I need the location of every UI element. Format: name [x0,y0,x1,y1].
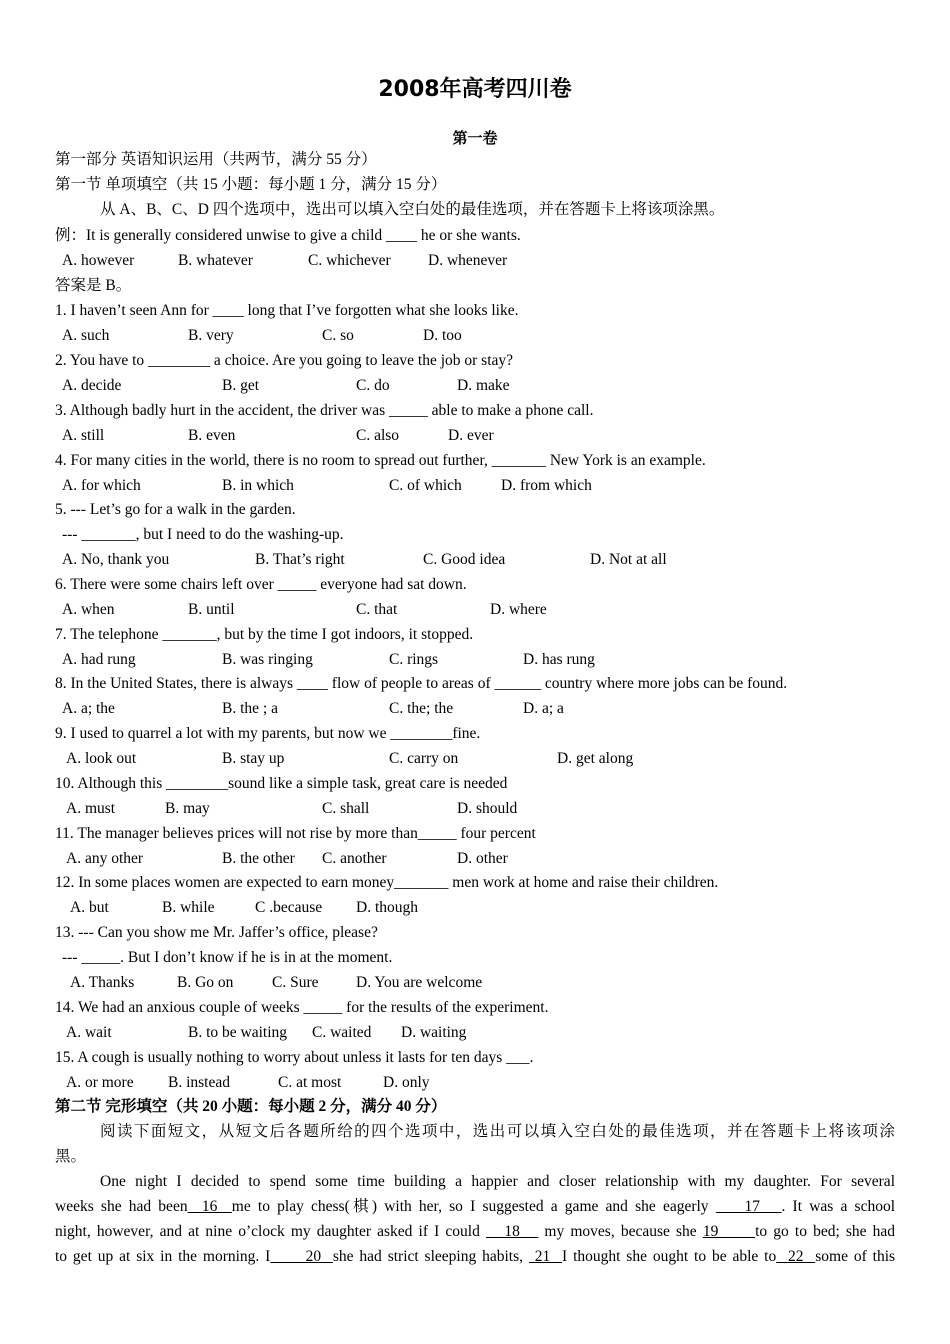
option: D. where [490,601,547,618]
question-stem: 15. A cough is usually nothing to worry about unless it lasts for ten days ___. [55,1049,534,1066]
option: A. No, thank you [62,551,170,568]
question-stem: 9. I used to quarrel a lot with my parents, but now we ________fine. [55,725,481,742]
passage-text: my moves, because she [544,1223,697,1240]
option: B. very [188,327,234,344]
option: B. the other [222,850,295,867]
option: A. must [66,800,116,817]
option: D. You are welcome [356,974,483,991]
passage-text: she had strict sleeping habits, [332,1248,523,1265]
question-stem: 8. In the United States, there is always ____ flow of people to areas of ______ country where more jobs can be found. [55,675,788,692]
instructions-continued: 黑。 [55,1148,87,1165]
option: A. when [62,601,115,618]
option: C. do [356,377,390,394]
blank-18: 18 [486,1223,539,1240]
option: D. from which [501,477,592,494]
passage-line [55,1197,895,1217]
passage-text: to get up at six in the morning. I [55,1248,271,1265]
option: B. in which [222,477,294,494]
question-stem: 10. Although this ________sound like a simple task, great care is needed [55,775,508,792]
option: D. Not at all [590,551,667,568]
question-stem: 12. In some places women are expected to earn money_______ men work at home and raise their children. [55,874,719,891]
option: D. a; a [523,700,564,717]
option: C. Sure [272,974,319,991]
option: C. another [322,850,387,867]
passage-line: One night I decided to spend some time building a happier and closer relationship with my daughter. For several [100,1173,895,1190]
volume-heading: 第一卷 [452,131,498,147]
question-stem: 13. --- Can you show me Mr. Jaffer’s office, please? [55,924,378,941]
question-stem: 14. We had an anxious couple of weeks _____ for the results of the experiment. [55,999,549,1016]
passage-text: . It was a school [781,1198,896,1215]
option: C. so [322,327,354,344]
question-stem: 2. You have to ________ a choice. Are you going to leave the job or stay? [55,352,514,369]
option: A. Thanks [70,974,135,991]
option: A. still [62,427,105,444]
option: B. the ; a [222,700,278,717]
option: B. may [165,800,210,817]
option: B. even [188,427,236,444]
option: B. instead [168,1074,230,1091]
option: A. wait [66,1024,112,1041]
question-stem: 6. There were some chairs left over _____ everyone had sat down. [55,576,467,593]
question-stem: 1. I haven’t seen Ann for ____ long that I’ve forgotten what she looks like. [55,302,519,319]
question-stem: 4. For many cities in the world, there is no room to spread out further, _______ New York is an example. [55,452,706,469]
blank-17: 17 [715,1198,782,1215]
part-heading: 第一部分 英语知识运用（共两节，满分 55 分） [55,151,377,168]
instructions: 阅读下面短文，从短文后各题所给的四个选项中，选出可以填入空白处的最佳选项，并在答题卡上将该项涂 [100,1123,895,1140]
option: A. any other [66,850,144,867]
option: C. rings [389,651,439,668]
passage-text: I thought she ought to be able to [562,1248,777,1265]
option: D. get along [557,750,634,767]
option: A. had rung [62,651,136,668]
option: D. only [383,1074,430,1091]
option: C. also [356,427,400,444]
passage-text: to go to bed; she had [755,1223,896,1240]
option: A. but [70,899,109,916]
passage-text: weeks she had been [55,1198,188,1215]
question-stem: 5. --- Let’s go for a walk in the garden. [55,501,296,518]
option: B. whatever [178,252,253,269]
blank-22: 22 [776,1248,816,1265]
example-stem: 例：It is generally considered unwise to give a child ____ he or she wants. [55,227,521,244]
option: D. though [356,899,418,916]
question-stem: 3. Although badly hurt in the accident, the driver was _____ able to make a phone call. [55,402,594,419]
option: A. such [62,327,110,344]
option: B. to be waiting [188,1024,288,1041]
option: D. whenever [428,252,508,269]
option: C. the; the [389,700,454,717]
option: A. a; the [62,700,115,717]
option: D. has rung [523,651,595,668]
option: D. too [423,327,462,344]
page-title: 2008年高考四川卷 [378,77,572,102]
option: A. look out [66,750,137,767]
option: D. make [457,377,510,394]
question-stem-reply: --- _____. But I don’t know if he is in at the moment. [62,949,393,966]
option: B. Go on [177,974,234,991]
option: A. or more [66,1074,134,1091]
blank-20: 20 [270,1248,333,1265]
instructions: 从 A、B、C、D 四个选项中，选出可以填入空白处的最佳选项，并在答题卡上将该项涂黑。 [100,201,725,218]
option: B. stay up [222,750,285,767]
option: D. other [457,850,508,867]
option: C. carry on [389,750,459,767]
option: A. decide [62,377,122,394]
option: C. shall [322,800,370,817]
option: D. should [457,800,518,817]
passage-text: me to play chess(棋) with her, so I suggested a game and she eagerly [231,1198,709,1215]
passage-line [55,1222,895,1242]
question-stem: 11. The manager believes prices will not rise by more than_____ four percent [55,825,536,842]
option: A. however [62,252,135,269]
blank-19: 19 [702,1223,756,1240]
option: B. while [162,899,215,916]
option: A. for which [62,477,141,494]
option: B. was ringing [222,651,313,668]
option: D. waiting [401,1024,467,1041]
question-stem: 7. The telephone _______, but by the time I got indoors, it stopped. [55,626,474,643]
option: C. waited [312,1024,372,1041]
blank-21: 21 [528,1248,563,1265]
question-stem-reply: --- _______, but I need to do the washing-up. [62,526,344,543]
option: B. until [188,601,235,618]
passage-text: night, however, and at nine o’clock my daughter asked if I could [55,1223,480,1240]
option: C. of which [389,477,462,494]
option: B. That’s right [255,551,345,568]
option: D. ever [448,427,494,444]
example-answer: 答案是 B。 [55,277,132,294]
option: C .because [255,899,323,916]
passage-text: some of this [815,1248,896,1265]
section-heading: 第一节 单项填空（共 15 小题：每小题 1 分，满分 15 分） [55,176,447,193]
section-heading: 第二节 完形填空（共 20 小题：每小题 2 分，满分 40 分） [55,1098,447,1115]
option: C. at most [278,1074,342,1091]
option: C. whichever [308,252,391,269]
option: B. get [222,377,260,394]
passage-line [55,1247,895,1267]
option: C. that [356,601,398,618]
blank-16: 16 [187,1198,232,1215]
option: C. Good idea [423,551,506,568]
